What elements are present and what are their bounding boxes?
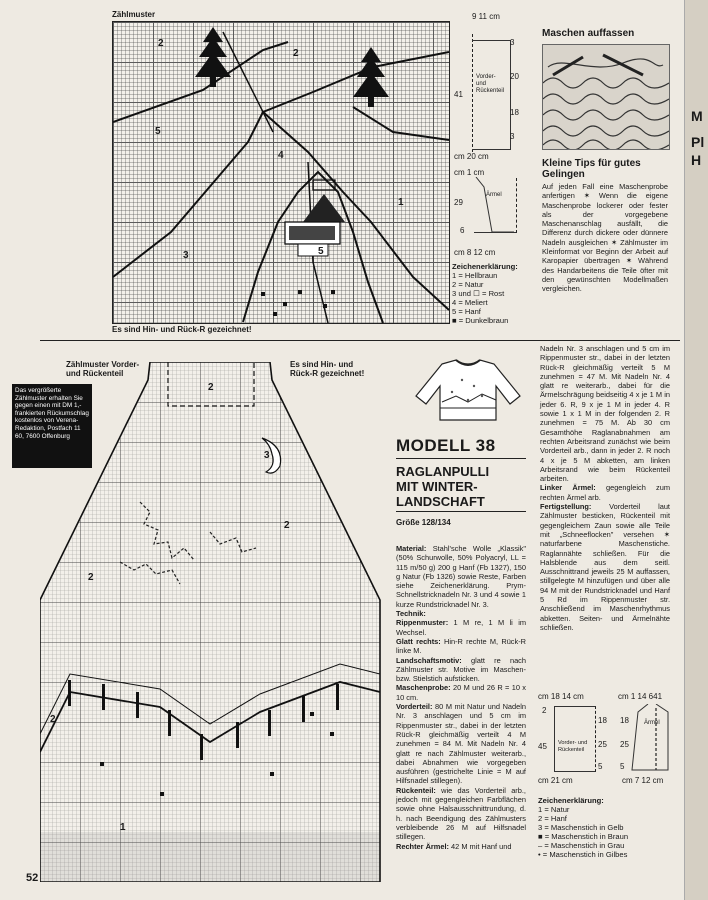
area-number: 2 (284, 520, 290, 531)
sweater-drawing (412, 356, 524, 424)
bottom-sleeve-label: Ärmel (644, 720, 660, 726)
chart-clip-shape (40, 362, 390, 882)
instr-text: Vorderteil laut Zählmuster besticken, Rückenteil mit gegengleichem Zaun sowie alle Teile mit „Schneeflocken" versehen ✶ naturfarbene Maschenstiche. Raglannähte schließen. Für die Halsblende aus dem seitl. Ausschnittrand jeweils 25 M auffassen, stillgelegte M hinzufügen und über alle 94 M mit der Rundstricknadel und Hanf 5 Rd im Rippenmuster str. Anschließend im Maschenrhythmus abketten. Seiten- und Ärmelnähte schließen. (540, 502, 670, 632)
instr-head: Rippenmuster: (396, 618, 449, 628)
area-number: 2 (208, 382, 214, 393)
tips-text: Auf jeden Fall eine Maschenprobe anfertigen ✶ Wenn die eigene Maschenprobe lockerer oder fester als der vorgegebene Maschenanschlag ausfällt, die Differenz durch dickere oder dünnere Nadeln ausgleichen ✶ Zählmuster im Kleinformat vor Beginn der Arbeit auf Karopapier übertragen ✶ Während des Handarbeitens die Teile öfter mit den gewünschten Modellmaßen vergleichen. (542, 182, 668, 294)
model-title-3: LANDSCHAFT (396, 494, 526, 512)
sleeve-bottom: cm 8 12 cm (454, 248, 496, 257)
legend-item: 4 = Meliert (452, 298, 488, 307)
instr-text: 80 M mit Natur und Nadeln Nr. 3 anschlagen und 5 cm im Rippenmuster str., dabei in der letzten Rück-R gleichmäßig verteilt 4 M zunehmen = 84 M. Mit Nadeln Nr. 4 glatt re nach Zählmuster weiterarb., dabei Abnahmen wie vorgegeben ausführen (gestrichelte Linie = M auf Hilfsnadel stillegen). (396, 702, 526, 786)
info-text: Das vergrößerte Zählmuster erhalten Sie gegen einen mit DM 1,- frankierten Rückumschlag kostenlos von Verena-Redaktion, Postfach 11 60, 7600 Offenburg (15, 387, 89, 440)
stitch-illustration (542, 44, 670, 150)
sleeve-bottom-val: 6 (460, 226, 465, 235)
legend-item: 2 = Hanf (538, 814, 567, 823)
model-size: Größe 128/134 (396, 518, 451, 527)
bottom-left-val: 45 (538, 742, 547, 751)
area-number: 2 (50, 714, 56, 725)
schematic-bottom: cm 20 cm (454, 152, 489, 161)
bottom-top-ticks: cm 18 14 cm (538, 692, 584, 701)
maschen-auffassen-title: Maschen auffassen (542, 28, 635, 39)
instr-head: Glatt rechts: (396, 636, 441, 646)
model-title-1: RAGLANPULLI (396, 464, 490, 479)
bottom-schematic-bottom: cm 21 cm (538, 776, 573, 785)
legend-title: Zeichenerklärung: (452, 262, 518, 271)
bottom-knitting-chart (40, 362, 390, 882)
area-number: 2 (88, 572, 94, 583)
sweater-illustration (412, 356, 524, 424)
legend-item: ■ = Maschenstich in Braun (538, 832, 629, 841)
side-letter: M (691, 108, 703, 124)
model-title-2: MIT WINTER- (396, 479, 478, 494)
model-number: MODELL 38 (396, 436, 526, 459)
next-page-edge (684, 0, 708, 900)
instr-head: Rückenteil: (396, 785, 436, 795)
legend-item: 3 und ☐ = Rost (452, 289, 505, 298)
area-number: 3 (183, 250, 189, 261)
instr-text: 20 M und 26 R = 10 x 10 cm. (396, 683, 526, 702)
tips-title: Kleine Tips für gutes Gelingen (542, 158, 641, 180)
section-divider (40, 340, 680, 341)
left-val: 41 (454, 90, 463, 99)
top-knitting-chart (112, 21, 450, 324)
instr-text: Hin-R rechte M, Rück-R linke M. (396, 636, 526, 656)
schematic-label: Vorder- und Rückenteil (476, 74, 505, 95)
top-row-val: 20 (510, 72, 519, 81)
instr-head: Rechter Ärmel: (396, 841, 449, 851)
legend-item: 2 = Natur (452, 280, 484, 289)
top-ticks: 9 11 cm (472, 12, 500, 21)
bottom-chart-title: Zählmuster Vorder- und Rückenteil (66, 360, 140, 378)
legend-bottom (538, 796, 678, 859)
page-number: 52 (26, 872, 39, 884)
instr-head: Vorderteil: (396, 702, 433, 712)
instr-text: 1 M re, 1 M li im Wechsel. (396, 618, 526, 637)
bottom-sleeve-bottom: cm 7 12 cm (622, 776, 664, 785)
instr-text: 42 M mit Hanf und (451, 841, 512, 851)
sleeve-left: 29 (454, 198, 463, 207)
instructions-column-1 (396, 544, 526, 851)
legend-top (452, 262, 542, 325)
bottom-top-ticks-2: cm 1 14 641 (618, 692, 663, 701)
legend-item: 3 = Maschenstich in Gelb (538, 823, 624, 832)
instr-text: Stahl'sche Wolle „Klassik" (50% Schurwolle, 50% Polyacryl, LL = 115 m/50 g) 200 g Hanf (Fb 1327), 150 g Natur (Fb 1326) sowie Reste, Farben siehe Zeichenerklärung. Prym-Schnellstricknadeln Nr. 3 und 4 sowie 1 kurze Rundstricknadel Nr. 3. (396, 544, 526, 609)
area-number: 4 (278, 150, 284, 161)
bottom-row-val: 2 (542, 706, 547, 715)
sleeve-top: cm 1 cm (454, 168, 485, 177)
bottom-schematic (538, 692, 678, 788)
bottom-sleeve-row: 5 (620, 762, 625, 771)
area-number: 1 (398, 197, 404, 208)
legend-title: Zeichenerklärung: (538, 796, 604, 805)
area-number: 5 (318, 246, 324, 257)
bottom-row-val: 18 (598, 716, 607, 725)
instr-head: Linker Ärmel: (540, 483, 596, 493)
bottom-row-val: 5 (598, 762, 603, 771)
instr-head: Maschenprobe: (396, 683, 451, 693)
top-row-val: 18 (510, 108, 519, 117)
legend-item: 1 = Natur (538, 805, 570, 814)
instr-head: Technik: (396, 609, 426, 619)
instr-text: gegengleich zum rechten Ärmel arb. (540, 483, 670, 502)
legend-item: • = Maschenstich in Gilbes (538, 850, 628, 859)
sleeve-label: Ärmel (486, 192, 502, 198)
area-number: 2 (293, 48, 299, 59)
top-row-val: 3 (510, 38, 515, 47)
bottom-row-val: 25 (598, 740, 607, 749)
legend-item: 1 = Hellbraun (452, 271, 498, 280)
bottom-chart-note: Es sind Hin- und Rück-R gezeichnet! (290, 360, 365, 378)
area-number: 2 (158, 38, 164, 49)
top-row-val: 3 (510, 132, 515, 141)
instr-text: glatt re nach Zählmuster str. Motive im Maschen- bzw. Stielstich aufsticken. (396, 655, 526, 684)
instructions-column-2 (540, 344, 670, 632)
legend-item: 5 = Hanf (452, 307, 481, 316)
side-letter: H (691, 152, 702, 168)
model-heading (396, 436, 526, 527)
top-chart-title: Zählmuster (112, 10, 156, 19)
bottom-sleeve-row: 25 (620, 740, 629, 749)
stitch-drawing (543, 45, 669, 149)
top-chart-note: Es sind Hin- und Rück-R gezeichnet! (112, 325, 252, 334)
area-number: 5 (155, 126, 161, 137)
bottom-schematic-label: Vorder- und Rückenteil (558, 740, 588, 753)
instr-head: Fertigstellung: (540, 502, 592, 512)
area-number: 3 (264, 450, 270, 461)
area-number: 1 (120, 822, 126, 833)
side-letter: Pl (691, 134, 705, 150)
instr-text: wie das Vorderteil arb., jedoch mit gegengleichen Farbflächen sowie ohne Halsausschnittrundung, d. h. nach Beendigung des Zählmusters verbleibende 26 M auf Hilfsnadel stillegen. (396, 785, 526, 842)
legend-item: – = Maschenstich in Grau (538, 841, 625, 850)
legend-item: ■ = Dunkelbraun (452, 316, 509, 325)
sleeve-outline (628, 704, 674, 774)
top-schematic (452, 12, 532, 270)
instr-text: Nadeln Nr. 3 anschlagen und 5 cm im Rippenmuster str., dabei in der letzten Rück-R gleichmäßig verteilt 5 M zunehmen = 47 M. Mit Nadeln Nr. 4 glatt re weiterarb., dabei für die Ärmelschrägung beidseitig 4 x je 1 M in jeder 6. R, 9 x je 1 M in jeder 4. R sowie 1 x 1 M in der folgenden 2. R zunehmen = 75 M. Ab 30 cm Gesamthöhe Raglanabnahmen am rechten Arbeitsrand zunächst wie beim Vorderteil arb., dann in jeder 2. R noch 4 x je 5 M abketten, am linken Arbeitsrand wie beim Rückenteil arbeiten. (540, 344, 670, 484)
bottom-sleeve-row: 18 (620, 716, 629, 725)
instr-head: Landschaftsmotiv: (396, 655, 462, 665)
top-chart-regions (113, 22, 449, 323)
instr-head: Material: (396, 544, 427, 553)
